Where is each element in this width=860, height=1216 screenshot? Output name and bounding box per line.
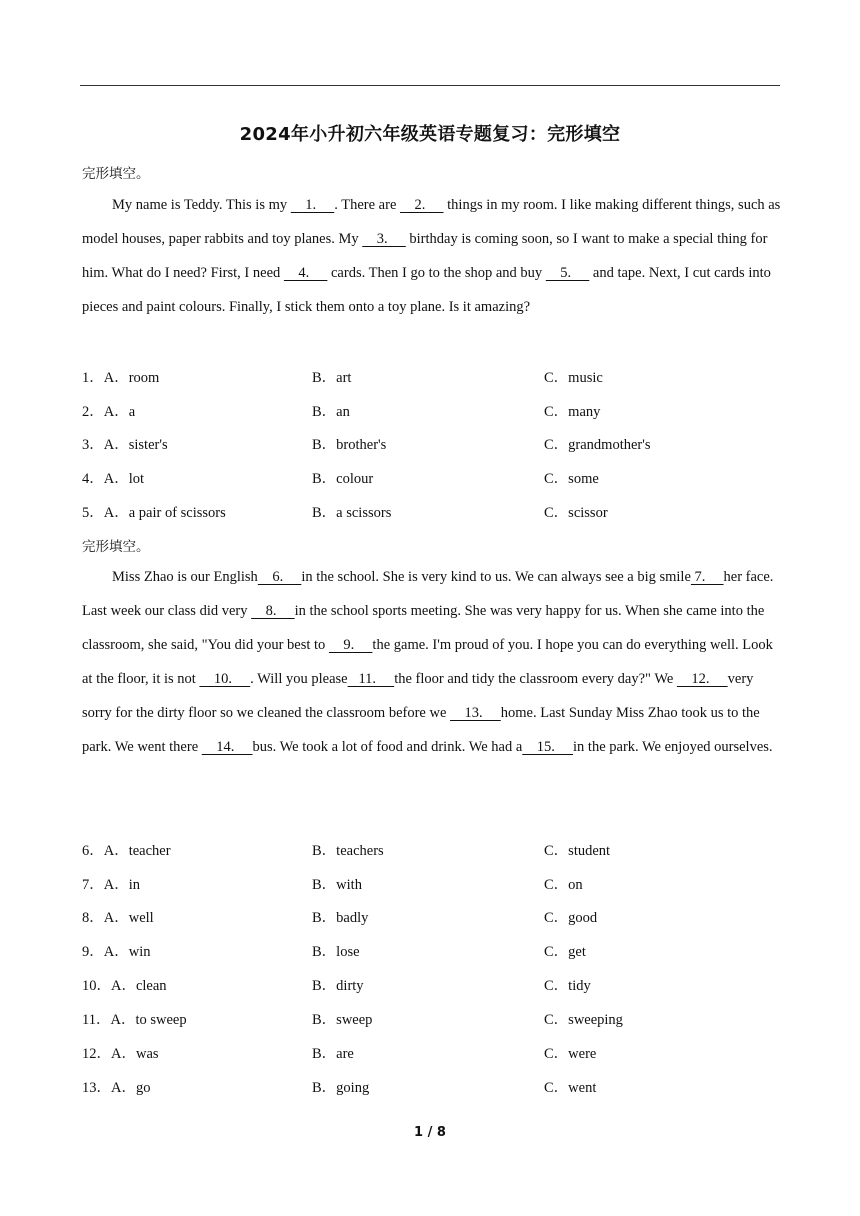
option-b: B．a scissors bbox=[312, 505, 392, 521]
answer-blank: 7. bbox=[690, 569, 724, 585]
question-number: 9． bbox=[82, 944, 104, 960]
answer-blank: 14. bbox=[201, 739, 253, 755]
option-a bbox=[82, 501, 226, 522]
answer-blank: 10. bbox=[199, 671, 251, 687]
question-number: 4． bbox=[82, 471, 104, 487]
option-b: B．colour bbox=[312, 471, 374, 487]
option-b: B．are bbox=[312, 1046, 354, 1062]
answer-blank: 8. bbox=[251, 603, 295, 619]
answer-blank: 1. bbox=[290, 197, 335, 213]
header-rule bbox=[80, 85, 780, 86]
option-c: C．grandmother's bbox=[544, 437, 651, 453]
option-a bbox=[82, 433, 168, 454]
option-b: B．art bbox=[312, 370, 352, 386]
answer-blank: 2. bbox=[400, 197, 444, 213]
question-number: 8． bbox=[82, 910, 104, 926]
option-a-text: A．win bbox=[103, 944, 151, 960]
option-a bbox=[82, 974, 167, 995]
passage-text: in the park. We enjoyed ourselves. bbox=[573, 739, 773, 755]
option-a-text: A．teacher bbox=[103, 843, 171, 859]
passage-text: bus. We took a lot of food and drink. We had a bbox=[252, 739, 523, 755]
option-b: B．dirty bbox=[312, 978, 364, 994]
option-a-text: A．lot bbox=[103, 471, 145, 487]
question-number: 2． bbox=[82, 404, 104, 420]
passage-text: home. Last Sunday Miss Zhao took us to the park. We went there bbox=[82, 705, 760, 755]
answer-blank: 6. bbox=[257, 569, 302, 585]
question-number: 13． bbox=[82, 1080, 111, 1096]
passage-text: cards. Then I go to the shop and buy bbox=[327, 265, 546, 281]
question-number: 5． bbox=[82, 505, 104, 521]
passage-text: the game. I'm proud of you. I hope you can do everything well. Look at the floor, it is not bbox=[82, 637, 773, 687]
question-row bbox=[82, 1042, 782, 1062]
option-a-text: A．a bbox=[103, 404, 136, 420]
option-a-text: A．a pair of scissors bbox=[103, 505, 226, 521]
question-row bbox=[82, 1076, 782, 1096]
option-a bbox=[82, 1042, 159, 1063]
question-number: 11． bbox=[82, 1012, 111, 1028]
question-row bbox=[82, 873, 782, 893]
option-c: C．student bbox=[544, 843, 611, 859]
option-a-text: A．room bbox=[103, 370, 160, 386]
answer-blank: 11. bbox=[347, 671, 395, 687]
option-c: C．many bbox=[544, 404, 601, 420]
passage-text: Miss Zhao is our English bbox=[112, 569, 258, 585]
option-a-text: A．was bbox=[111, 1046, 159, 1062]
question-row bbox=[82, 366, 782, 386]
question-number: 10． bbox=[82, 978, 111, 994]
question-row bbox=[82, 906, 782, 926]
passage-text: the floor and tidy the classroom every day?" We bbox=[394, 671, 677, 687]
option-c: C．music bbox=[544, 370, 603, 386]
option-a-text: A．clean bbox=[111, 978, 167, 994]
option-c: C．tidy bbox=[544, 978, 591, 994]
option-a bbox=[82, 366, 159, 387]
question-row bbox=[82, 940, 782, 960]
question-row bbox=[82, 839, 782, 859]
question-number: 6． bbox=[82, 843, 104, 859]
page-number: 1 / 8 bbox=[414, 1125, 446, 1140]
option-a-text: A．in bbox=[103, 877, 140, 893]
option-b: B．an bbox=[312, 404, 350, 420]
option-c: C．sweeping bbox=[544, 1012, 623, 1028]
option-a bbox=[82, 1076, 150, 1097]
option-a bbox=[82, 906, 154, 927]
option-a-text: A．well bbox=[103, 910, 154, 926]
question-number: 3． bbox=[82, 437, 104, 453]
answer-blank: 15. bbox=[522, 739, 574, 755]
option-c: C．on bbox=[544, 877, 583, 893]
passage-text: in the school. She is very kind to us. We can always see a big smile bbox=[301, 569, 691, 585]
option-a bbox=[82, 400, 135, 421]
option-a bbox=[82, 873, 140, 894]
passage-text: very sorry for the dirty floor so we cleaned the classroom before we bbox=[82, 671, 754, 721]
option-a bbox=[82, 940, 150, 961]
question-row bbox=[82, 501, 782, 521]
option-c: C．were bbox=[544, 1046, 597, 1062]
passage-text: and tape. Next, I cut cards into pieces and paint colours. Finally, I stick them onto a toy plane. Is it amazing? bbox=[82, 265, 771, 315]
option-a bbox=[82, 467, 144, 488]
passage-text: . There are bbox=[334, 197, 401, 213]
option-a bbox=[82, 839, 171, 860]
option-b: B．brother's bbox=[312, 437, 387, 453]
option-b: B．teachers bbox=[312, 843, 384, 859]
question-number: 12． bbox=[82, 1046, 111, 1062]
option-a bbox=[82, 1008, 187, 1029]
question-row bbox=[82, 1008, 782, 1028]
passage-text: birthday is coming soon, so I want to make a special thing for him. What do I need? First, I need bbox=[82, 231, 768, 281]
passage-text: things in my room. I like making different things, such as model houses, paper rabbits and toy planes. My bbox=[82, 197, 781, 247]
option-b: B．sweep bbox=[312, 1012, 373, 1028]
answer-blank: 13. bbox=[450, 705, 501, 721]
option-b: B．lose bbox=[312, 944, 360, 960]
option-b: B．going bbox=[312, 1080, 370, 1096]
question-number: 1． bbox=[82, 370, 104, 386]
option-c: C．scissor bbox=[544, 505, 608, 521]
passage-1 bbox=[82, 188, 782, 324]
answer-blank: 9. bbox=[328, 637, 373, 653]
passage-2 bbox=[82, 560, 782, 764]
option-c: C．good bbox=[544, 910, 598, 926]
question-row bbox=[82, 467, 782, 487]
option-a-text: A．to sweep bbox=[110, 1012, 187, 1028]
section-1-label: 完形填空。 bbox=[82, 166, 150, 182]
question-row bbox=[82, 433, 782, 453]
option-c: C．get bbox=[544, 944, 586, 960]
answer-blank: 3. bbox=[362, 231, 406, 247]
answer-blank: 4. bbox=[283, 265, 328, 281]
question-number: 7． bbox=[82, 877, 104, 893]
passage-text: her face. Last week our class did very bbox=[82, 569, 774, 619]
answer-blank: 5. bbox=[545, 265, 590, 281]
option-a-text: A．sister's bbox=[103, 437, 168, 453]
document-title: 2024年小升初六年级英语专题复习：完形填空 bbox=[239, 124, 621, 145]
option-b: B．badly bbox=[312, 910, 369, 926]
passage-text: . Will you please bbox=[250, 671, 348, 687]
option-a-text: A．go bbox=[111, 1080, 151, 1096]
question-row bbox=[82, 400, 782, 420]
passage-text: My name is Teddy. This is my bbox=[112, 197, 291, 213]
option-b: B．with bbox=[312, 877, 362, 893]
question-row bbox=[82, 974, 782, 994]
section-2-label: 完形填空。 bbox=[82, 539, 150, 555]
option-c: C．some bbox=[544, 471, 599, 487]
answer-blank: 12. bbox=[676, 671, 728, 687]
passage-text: in the school sports meeting. She was very happy for us. When she came into the classroom, she said, "You did your best to bbox=[82, 603, 765, 653]
option-c: C．went bbox=[544, 1080, 597, 1096]
